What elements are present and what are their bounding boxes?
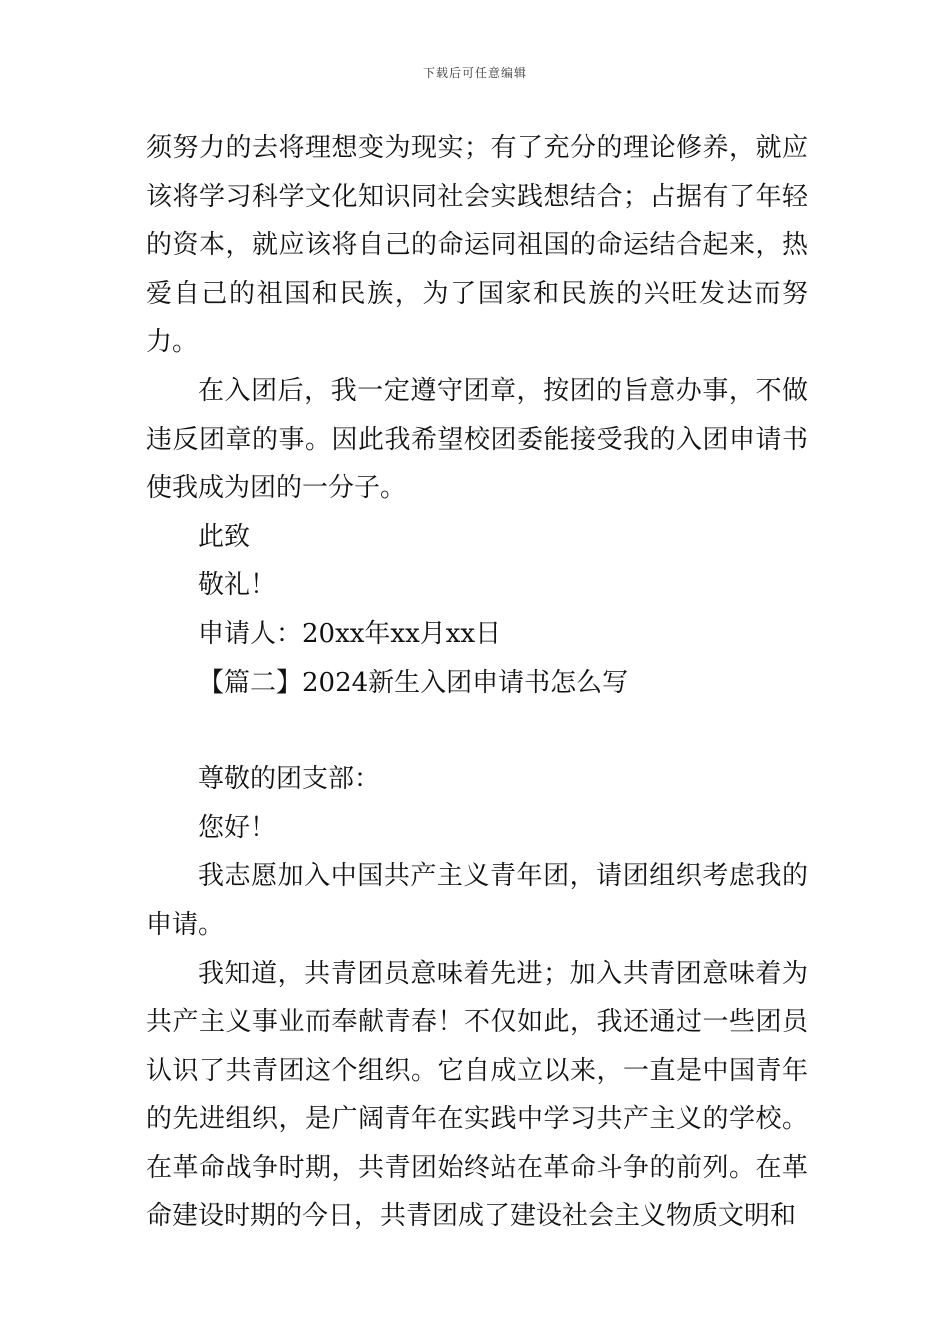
- paragraph-2: 在入团后，我一定遵守团章，按团的旨意办事，不做违反团章的事。因此我希望校团委能接受我的入团申请书使我成为团的一分子。: [146, 375, 808, 504]
- salutation: 尊敬的团支部：: [198, 764, 381, 795]
- paragraph-1: 须努力的去将理想变为现实；有了充分的理论修养，就应该将学习科学文化知识同社会实践想结合；占据有了年轻的资本，就应该将自己的命运同祖国的命运结合起来，热爱自己的祖国和民族，为了国家和民族的兴旺发达而努力。: [146, 133, 808, 358]
- greeting: 您好！: [198, 812, 277, 843]
- header-note: 下载后可任意编辑: [422, 66, 527, 80]
- paragraph-4: 我知道，共青团员意味着先进；加入共青团意味着为共产主义事业而奉献青春！不仅如此，我还通过一些团员认识了共青团这个组织。它自成立以来，一直是中国青年的先进组织，是广阔青年在实践中学习共产主义的学校。在革命战争时期，共青团始终站在革命斗争的前列。在革命建设时期的今日，共青团成了建设社会主义物质文明和: [146, 958, 808, 1232]
- document-body: [146, 124, 808, 1241]
- closing-line-2: 敬礼！: [198, 570, 277, 601]
- signature-line: 申请人：20xx年xx月xx日: [198, 618, 502, 649]
- paragraph-3: 我志愿加入中国共产主义青年团，请团组织考虑我的申请。: [146, 861, 808, 940]
- section-title: 【篇二】2024新生入团申请书怎么写: [198, 667, 629, 698]
- closing-line-1: 此致: [198, 521, 251, 552]
- blank-line: [146, 707, 808, 755]
